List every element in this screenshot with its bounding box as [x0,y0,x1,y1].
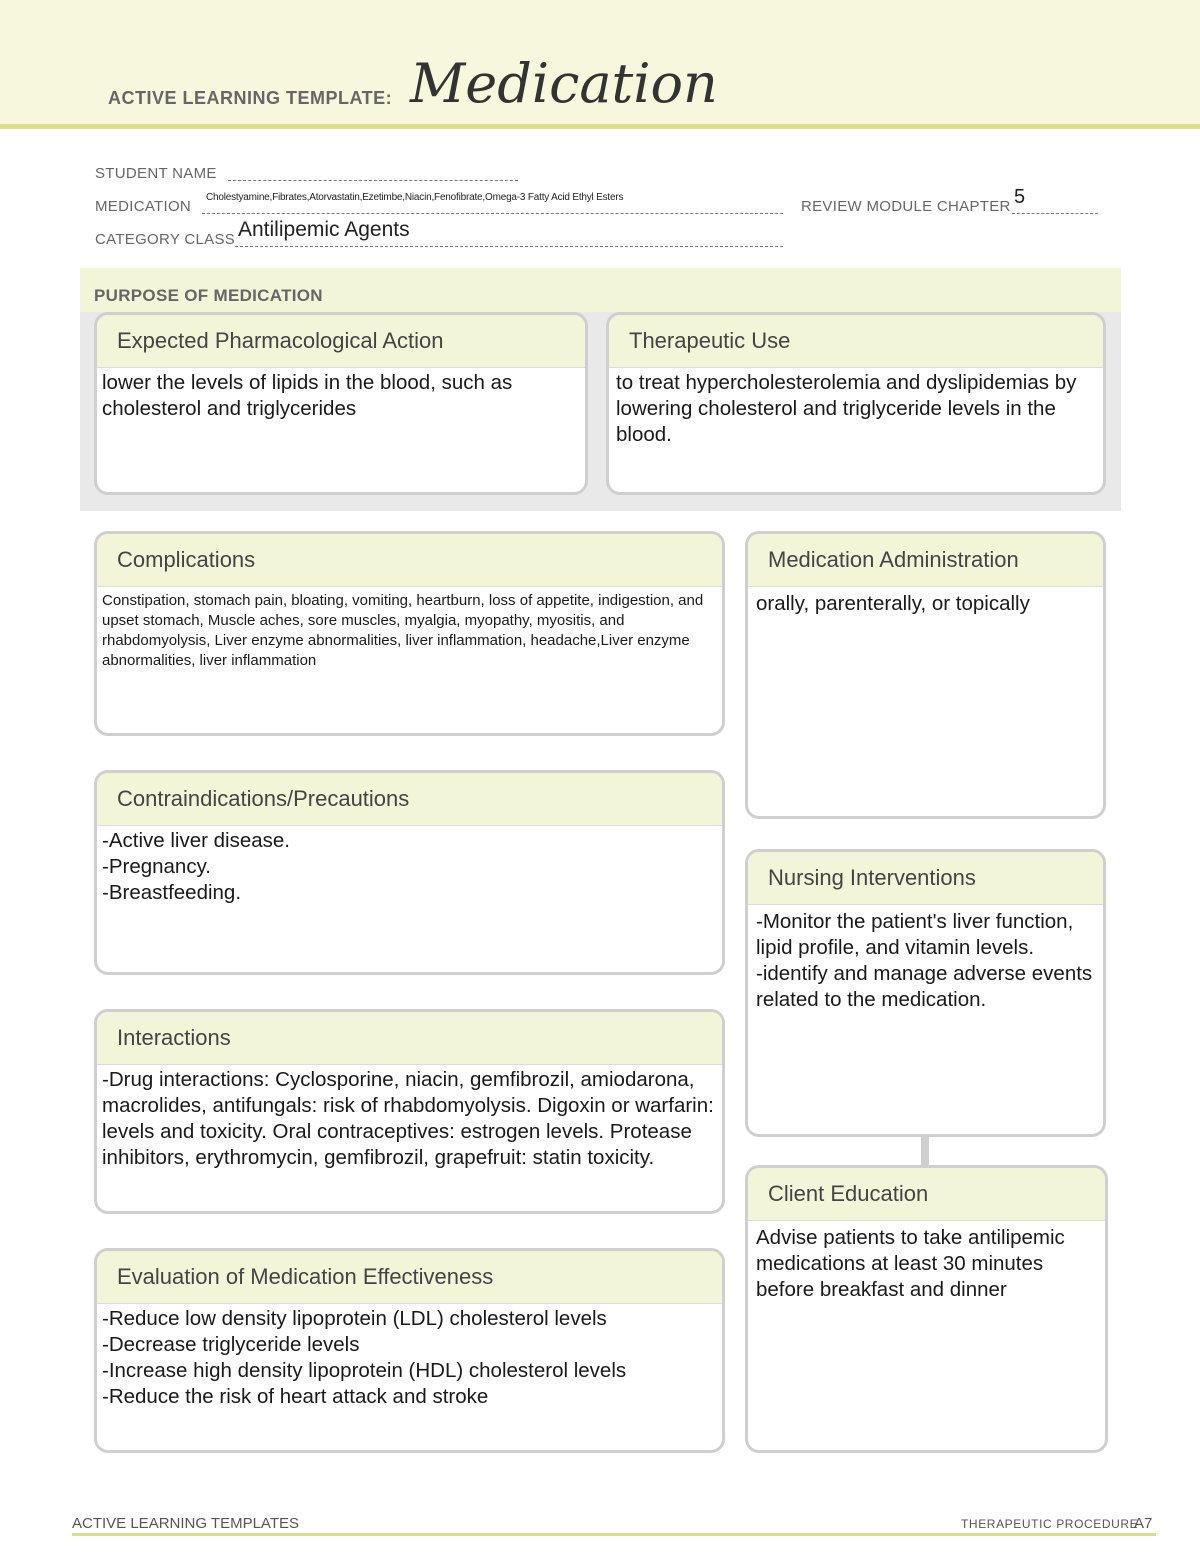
complications-body: Constipation, stomach pain, bloating, vomiting, heartburn, loss of appetite, indigestion, and upset stomach, Muscle aches, sore muscles, myalgia, myopathy, myositis, and rhabdomyolysis, Liver enzyme abnormalities, liver inflammation, headache,Liver enzyme abnormalities, liver inflammation [102,592,704,669]
page-number: A7 [1134,1515,1153,1532]
interactions-box[interactable] [94,1009,725,1214]
interactions-title: Interactions [97,1012,722,1065]
contraindications-title: Contraindications/Precautions [97,773,722,826]
administration-box[interactable] [745,531,1106,819]
chapter-field[interactable] [1012,213,1098,214]
category-value: Antilipemic Agents [238,218,410,241]
chapter-value: 5 [1014,186,1026,208]
footer-divider [72,1533,1156,1536]
footer-left: ACTIVE LEARNING TEMPLATES [72,1515,299,1532]
complications-title: Complications [97,534,722,587]
evaluation-title: Evaluation of Medication Effectiveness [97,1251,722,1304]
therapeutic-use-body: to treat hypercholesterolemia and dyslipidemias by lowering cholesterol and triglyceride levels in the blood. [616,371,1077,446]
purpose-header [80,268,1121,312]
medication-field[interactable] [202,213,783,214]
evaluation-body: -Reduce low density lipoprotein (LDL) cholesterol levels -Decrease triglyceride levels -Increase high density lipoprotein (HDL) cholesterol levels -Reduce the risk of heart attack and stroke [102,1307,627,1408]
evaluation-box[interactable] [94,1248,725,1453]
medication-value: Cholestyamine,Fibrates,Atorvastatin,Ezetimbe,Niacin,Fenofibrate,Omega-3 Fatty Acid Ethyl Esters [206,192,624,203]
therapeutic-use-box[interactable] [606,312,1106,495]
connector-bar [921,1135,929,1167]
administration-title: Medication Administration [748,534,1103,587]
complications-box[interactable] [94,531,725,736]
nursing-interventions-title: Nursing Interventions [748,852,1103,905]
administration-body: orally, parenterally, or topically [756,592,1030,615]
contraindications-box[interactable] [94,770,725,975]
category-field[interactable] [235,246,783,247]
student-name-label: STUDENT NAME [95,165,217,182]
template-label: ACTIVE LEARNING TEMPLATE: [108,88,393,108]
client-education-box[interactable] [745,1165,1108,1453]
contraindications-body: -Active liver disease. -Pregnancy. -Breastfeeding. [102,829,290,904]
page-title: Medication [410,52,718,115]
client-education-body: Advise patients to take antilipemic medications at least 30 minutes before breakfast and dinner [756,1226,1065,1301]
chapter-label: REVIEW MODULE CHAPTER [801,198,1011,215]
footer-right: THERAPEUTIC PROCEDURE [961,1517,1139,1531]
nursing-interventions-box[interactable] [745,849,1106,1137]
category-label: CATEGORY CLASS [95,231,236,248]
medication-label: MEDICATION [95,198,192,215]
purpose-label: PURPOSE OF MEDICATION [94,286,323,305]
expected-action-box[interactable] [94,312,588,495]
student-name-field[interactable] [228,180,518,181]
therapeutic-use-title: Therapeutic Use [609,315,1103,368]
client-education-title: Client Education [748,1168,1105,1221]
expected-action-body: lower the levels of lipids in the blood, such as cholesterol and triglycerides [102,371,513,420]
expected-action-title: Expected Pharmacological Action [97,315,585,368]
interactions-body: -Drug interactions: Cyclosporine, niacin, gemfibrozil, amiodarona, macrolides, antifungals: risk of rhabdomyolysis. Digoxin or warfarin: levels and toxicity. Oral contraceptives: estrogen levels. Protease inhibitors, erythromycin, gemfibrozil, grapefruit: statin toxicity. [102,1068,714,1169]
nursing-interventions-body: -Monitor the patient's liver function, lipid profile, and vitamin levels. -identify and manage adverse events related to the medication. [756,910,1093,1011]
header-band [0,0,1200,129]
